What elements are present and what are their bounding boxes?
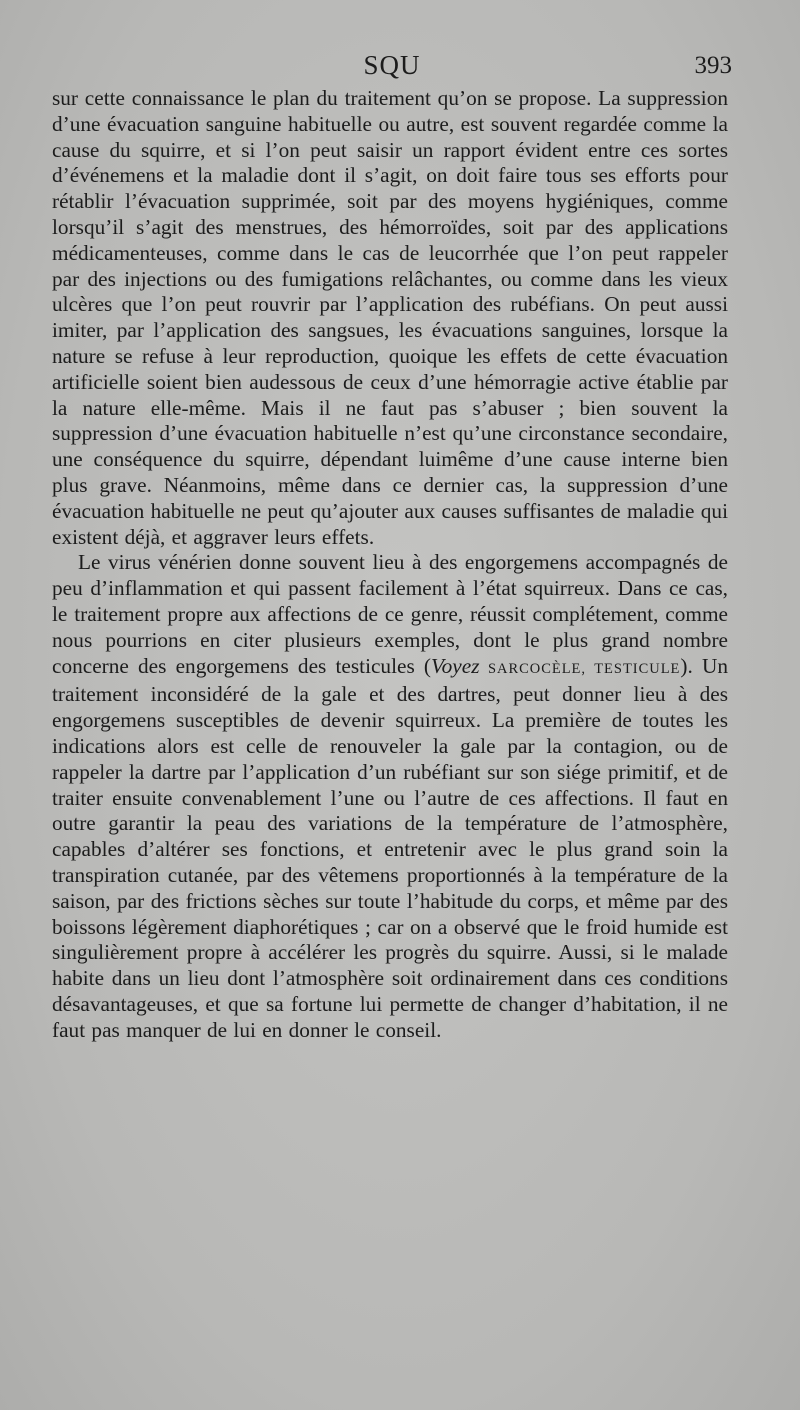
paragraph-2-part-1: Le virus vénérien donne souvent lieu à des engorgemens accompagnés de peu d’inflammation et qui passent facilement à l’état squirreux. Dans ce cas, le traitement propre aux affections de ce genre, réussit complétement, comme nous pourrions en citer plusieurs exemples, dont le plus grand nombre concerne des engorgemens des testicules ( <box>52 550 728 678</box>
page-number: 393 <box>694 52 732 79</box>
cross-reference: SARCOCÈLE, TESTICULE <box>479 660 681 677</box>
paragraph-2-part-2: ). Un traitement inconsidéré de la gale et des dartres, peut donner lieu à des engorgemens susceptibles de devenir squirreux. La première de toutes les indications alors est celle de renouveler la gale par la contagion, ou de rappeler la dartre par l’application d’un rubéfiant sur son siége primitif, et de traiter ensuite convenablement l’une ou l’autre de ces affections. Il faut en outre garantir la peau des variations de la température de l’atmosphère, capables d’altérer ses fonctions, et entretenir avec le plus grand soin la transpiration cutanée, par des vêtemens proportionnés à la température de la saison, par des frictions sèches sur toute l’habitude du corps, et même par des boissons légèrement diaphorétiques ; car on a observé que le froid humide est singulièrement propre à accélérer les progrès du squirre. Aussi, si le malade habite dans un lieu dont l’atmosphère soit ordinairement dans ces conditions désavantageuses, et que sa fortune lui permette de changer d’habitation, il ne faut pas manquer de lui en donner le conseil. <box>52 653 728 1042</box>
page-header <box>52 50 732 86</box>
paragraph-1: sur cette connaissance le plan du traitement qu’on se propose. La suppression d’une évacuation sanguine habituelle ou autre, est souvent regardée comme la cause du squirre, et si l’on peut saisir un rapport évident entre ces sortes d’événemens et la maladie dont il s’agit, on doit faire tous ses efforts pour rétablir l’évacuation supprimée, soit par des moyens hygiéniques, comme lorsqu’il s’agit des menstrues, des hémorroïdes, soit par des applications médicamenteuses, comme dans le cas de leucorrhée que l’on peut rappeler par des injections ou des fumigations relâchantes, ou comme dans les vieux ulcères que l’on peut rouvrir par l’application des rubéfians. On peut aussi imiter, par l’application des sangsues, les évacuations sanguines, lorsque la nature se refuse à leur reproduction, quoique les effets de cette évacuation artificielle soient bien audessous de ceux d’une hémorragie active établie par la nature elle-même. Mais il ne faut pas s’abuser ; bien souvent la suppression d’une évacuation habituelle n’est qu’une circonstance secondaire, une conséquence du squirre, dépendant luimême d’une cause interne bien plus grave. Néanmoins, même dans ce dernier cas, la suppression d’une évacuation habituelle ne peut qu’ajouter aux causes suffisantes de maladie qui existent déjà, et aggraver leurs effets. <box>52 86 728 549</box>
voyez-italic: Voyez <box>431 653 480 678</box>
body-text <box>52 86 728 1043</box>
paragraph-2 <box>52 550 728 1043</box>
running-head: SQU <box>363 50 421 80</box>
